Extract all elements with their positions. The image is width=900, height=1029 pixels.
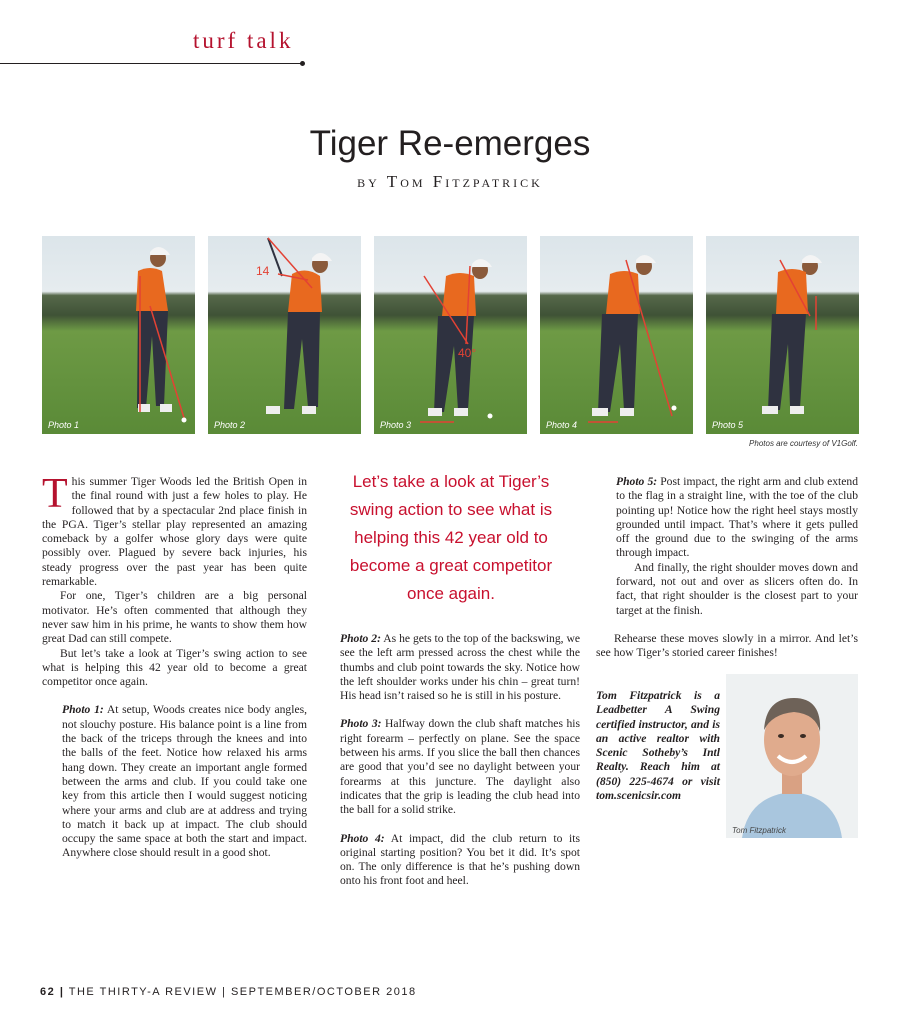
column-3: [596, 475, 858, 661]
article-title: Tiger Re-emerges: [309, 124, 591, 163]
footer-separator: |: [59, 986, 65, 998]
photo-3-note-text: Halfway down the club shaft matches his right forearm – perfectly on plane. See the space between his arms. If you slice the ball then chances are good that you’d see no daylight between your forearms at this juncture. The daylight also indicates that the grip is leading the club head into the ball for a solid strike.: [340, 717, 580, 817]
swing-photo-3: [374, 236, 527, 434]
swing-photo-2: [208, 236, 361, 434]
photo-1-note-label: Photo 1:: [62, 703, 104, 717]
paragraph-rehearse: Rehearse these moves slowly in a mirror. And let’s see how Tiger’s storied career finishes!: [596, 631, 858, 660]
golfer-figure-3: [374, 236, 527, 434]
byline-last-rest: ITZPATRICK: [445, 176, 543, 190]
section-rule-dot: [300, 61, 305, 66]
photo-3-angle-annotation: 40°: [458, 346, 477, 360]
swing-photo-1: [42, 236, 195, 434]
page-footer: [40, 986, 417, 998]
swing-photo-strip: [42, 236, 858, 434]
photo-5-note: [596, 475, 858, 561]
swing-photo-5: [706, 236, 859, 434]
photo-4-note: [340, 832, 580, 889]
paragraph-motivator: For one, Tiger’s children are a big personal motivator. He’s often commented that although they never saw him in his prime, he wants to show them how great Dad can still compete.: [42, 589, 307, 646]
section-rule: [0, 63, 303, 64]
photo-2-note-label: Photo 2:: [340, 632, 381, 645]
publication-name: THE THIRTY-A REVIEW: [68, 986, 218, 998]
photo-5-label: Photo 5: [712, 420, 744, 430]
photo-4-label: Photo 4: [546, 420, 578, 430]
paragraph-finally: And finally, the right shoulder moves down and forward, not out and over as slicers often do. In fact, that right shoulder is the closest part to your target at the finish.: [616, 560, 858, 617]
author-photo-caption: Tom Fitzpatrick: [732, 826, 786, 835]
photo-1-label: Photo 1: [48, 420, 80, 430]
paragraph-swing-intro: But let’s take a look at Tiger’s swing action to see what is helping this 42 year old to become a great competitor once again.: [42, 646, 307, 689]
column-2: [340, 632, 580, 889]
drop-cap: T: [42, 471, 68, 517]
photo-4-note-text: At impact, did the club return to its original starting position? You bet it did. It’s spot on. The only difference is that he’s pushing down onto his front foot and heel.: [340, 831, 580, 888]
photo-2-note: [340, 632, 580, 703]
swing-photo-4: [540, 236, 693, 434]
golfer-figure-5: [706, 236, 859, 434]
intro-paragraph: his summer Tiger Woods led the British Open in the final round with just a few holes to play. He followed that by a spectacular 2nd place finish in the PGA. Tiger’s stellar play represented an amazing comeback by a golfer whose glory days were quite possibly over. Plagued by severe back injuries, his steady progress over the past year has been quite remarkable.: [42, 475, 307, 589]
photo-2-label: Photo 2: [214, 420, 246, 430]
golfer-figure-4: [540, 236, 693, 434]
column-1: [42, 471, 308, 861]
photo-credit: Photos are courtesy of V1Golf.: [749, 439, 858, 448]
photo-2-angle-annotation: 14: [256, 264, 270, 278]
section-label: turf talk: [193, 28, 294, 53]
photo-5-note-label: Photo 5:: [616, 475, 658, 488]
issue-date: SEPTEMBER/OCTOBER 2018: [230, 986, 417, 998]
byline-last-initial: F: [432, 172, 446, 191]
photo-1-note: [42, 703, 307, 860]
author-headshot-image: [726, 674, 858, 838]
photo-3-note-label: Photo 3:: [340, 717, 382, 731]
photo-3-note: [340, 717, 580, 817]
footer-separator-2: |: [222, 986, 227, 998]
pull-quote: Let’s take a look at Tiger’s swing action to see what is helping this 42 year old to become a great competitor once again.: [349, 472, 553, 603]
byline-first-initial: T: [386, 172, 401, 191]
photo-5-note-text: Post impact, the right arm and club extend to the flag in a straight line, with the toe of the club pointing up! Notice how the right heel stays mostly grounded until impact. That’s where it gets pulled off the ground due to the swinging of the arms through impact.: [616, 475, 859, 560]
golfer-figure-1: [42, 236, 195, 434]
photo-2-note-text: As he gets to the top of the backswing, we see the left arm pressed across the chest while the thumbs and club point towards the sky. Notice how the left shoulder works under his chin – great turn! His head isn’t raised so he is still in his posture.: [340, 632, 580, 703]
byline: [0, 172, 900, 192]
author-bio: Tom Fitzpatrick is a Leadbetter A Swing certified instructor, and is an active realtor with Scenic Sotheby’s Intl Realty. Reach him at (850) 225-4674 or visit tom.scenicsir.com: [596, 689, 720, 803]
golfer-figure-2: [208, 236, 361, 434]
byline-first-rest: OM: [400, 176, 426, 190]
page-number: 62: [40, 986, 56, 998]
byline-by: BY: [357, 176, 380, 190]
author-portrait: [726, 674, 858, 838]
photo-3-label: Photo 3: [380, 420, 412, 430]
photo-1-note-text: At setup, Woods creates nice body angles, not slouchy posture. His balance point is a line from the back of the triceps through the knees and into the balls of the feet. Notice how relaxed his arms hang down. They create an important angle formed between the arms and club. If you could take one key from this article then I would suggest noticing where your arms and club are at address and trying to match it back up at impact. The club should occupy the same space at both the start and impact. Anywhere close should result in a good shot.: [62, 703, 308, 860]
photo-4-note-label: Photo 4:: [340, 831, 385, 845]
